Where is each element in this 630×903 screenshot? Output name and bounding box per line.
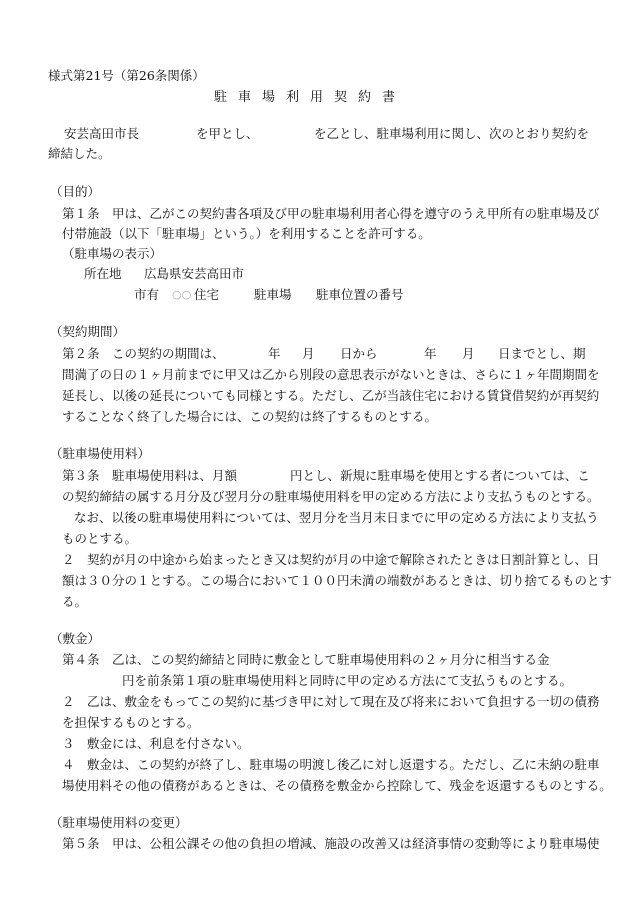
end-day: 日までとし、期 [498, 346, 586, 361]
end-year: 年 [424, 346, 437, 361]
article2-line2: 間満了の日の１ヶ月前までに甲又は乙から別段の意思表示がないときは、さらに１ヶ年間期間を [62, 367, 600, 382]
article5-line1: 第５条 甲は、公租公課その他の負担の増減、施設の改善又は経済事情の変動等により駐車場使 [62, 836, 600, 851]
parking-display-heading: （駐車場の表示） [62, 246, 163, 261]
article1-heading: （目的） [50, 184, 101, 199]
end-month: 月 [462, 346, 475, 361]
article3-line5: ２ 契約が月の中途から始まったとき又は契約が月の中途で解除されたときは日割計算とし、日 [62, 552, 600, 567]
article3-line3: なお、以後の駐車場使用料については、翌月分を当月末日までに甲の定める方法により支払う [74, 510, 599, 525]
article3-line1: 第３条 駐車場使用料は、月額 [62, 468, 238, 483]
article4-line6: ４ 敷金は、この契約が終了し、駐車場の明渡し後乙に対し返還する。ただし、乙に未納の駐車 [62, 757, 600, 772]
article3-line7: る。 [62, 594, 88, 609]
housing-label: 住宅 [194, 287, 220, 302]
preamble-party-a: を甲とし、 [196, 126, 259, 141]
article4-line4: を担保するものとする。 [62, 715, 200, 730]
article3-line6: 額は３０分の１とする。この場合において１００円未満の端数があるときは、切り捨てるものとす [62, 573, 613, 588]
article3-line1-cont: 円とし、新規に駐車場を使用とする者については、こ [290, 468, 590, 483]
article5-heading: （駐車場使用料の変更） [50, 815, 188, 830]
start-year: 年 [268, 346, 281, 361]
article3-heading: （駐車場使用料） [50, 446, 151, 461]
start-month: 月 [302, 346, 315, 361]
article2-line4: することなく終了した場合には、この契約は終了するものとする。 [62, 409, 438, 424]
document-title: 駐車場利用契約書 [214, 90, 407, 105]
article2-heading: （契約期間） [50, 324, 126, 339]
article3-line4: ものとする。 [62, 531, 138, 546]
article1-line2: 付帯施設（以下「駐車場」という。）を利用することを許可する。 [62, 226, 431, 241]
article4-line1: 第４条 乙は、この契約締結と同時に敷金として駐車場使用料の２ヶ月分に相当する金 [62, 652, 550, 667]
article2-line1: 第２条 この契約の期間は、 [62, 346, 225, 361]
preamble-party-b: を乙とし、駐車場利用に関し、次のとおり契約を [314, 126, 590, 141]
preamble-end: 締結した。 [48, 146, 111, 161]
article1-line1: 第１条 甲は、乙がこの契約書各項及び甲の駐車場利用者心得を遵守のうえ甲所有の駐車場及び [62, 206, 600, 221]
form-number: 様式第21号（第26条関係） [48, 68, 205, 83]
article2-line3: 延長し、以後の延長についても同様とする。ただし、乙が当該住宅における賃貸借契約が再契約 [62, 388, 600, 403]
parking-position-label: 駐車位置の番号 [316, 287, 404, 302]
article4-line2: 円を前条第１項の駐車場使用料と同時に甲の定める方法にて支払うものとする。 [122, 673, 573, 688]
article4-heading: （敷金） [50, 631, 101, 646]
city-owned-label: 市有 [134, 287, 160, 302]
article4-line7: 場使用料その他の債務があるときは、その債務を敷金から控除して、残金を返還するものとする。 [62, 778, 612, 793]
preamble-mayor: 安芸高田市長 [64, 126, 140, 141]
article3-line2: の契約締結の属する月分及び翌月分の駐車場使用料を甲の定める方法により支払うものとする。 [62, 489, 600, 504]
location-label: 所在地 [84, 266, 122, 281]
start-day: 日から [340, 346, 378, 361]
article4-line3: ２ 乙は、敷金をもってこの契約に基づき甲に対して現在及び将来において負担する一切の債務 [62, 694, 600, 709]
location-value: 広島県安芸高田市 [144, 266, 245, 281]
housing-name-placeholder: ○○ [172, 288, 192, 301]
parking-label: 駐車場 [254, 287, 292, 302]
article4-line5: ３ 敷金には、利息を付さない。 [62, 736, 250, 751]
